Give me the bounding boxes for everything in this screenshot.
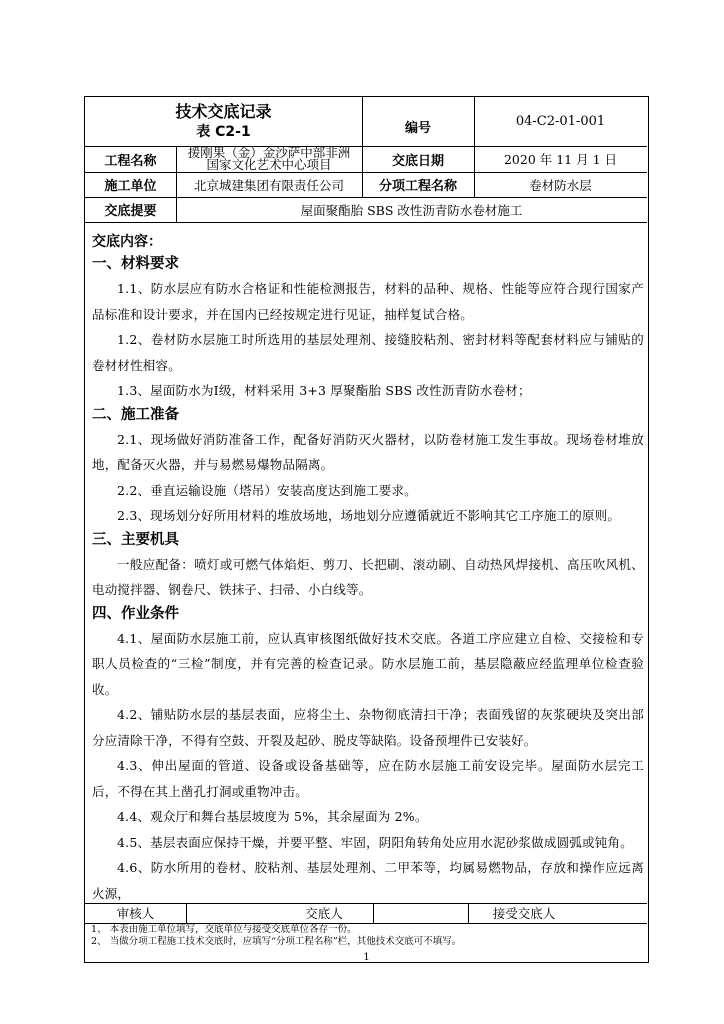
rule-summary-bottom	[85, 222, 647, 223]
code-value: 04-C2-01-001	[515, 114, 606, 129]
paragraph: 1.2、卷材防水层施工时所选用的基层处理剂、接缝胶粘剂、密封材料等配套材料应与铺贴的卷材材性相容。	[92, 332, 644, 373]
paragraph: 4.5、基层表面应保持干燥，并要平整、牢固，阴阳角转角处应用水泥砂浆做成圆弧或钝角。	[117, 834, 633, 850]
paragraph: 4.2、铺贴防水层的基层表面，应将尘土、杂物彻底清扫干净；表面残留的灰浆硬块及突出部分应清除干净，不得有空鼓、开裂及起砂、脱皮等缺陷。设备预埋件已安装好。	[92, 707, 644, 748]
form-title-cell	[85, 97, 362, 146]
presenter-label: 交底人	[305, 906, 343, 921]
summary-label: 交底提要	[104, 204, 157, 219]
subproject-value: 卷材防水层	[529, 177, 592, 193]
receiver-label: 接受交底人	[492, 906, 556, 921]
paragraph: 2.2、垂直运输设施（塔吊）安装高度达到施工要求。	[117, 482, 417, 498]
form-title: 技术交底记录	[175, 102, 272, 121]
unit-label: 施工单位	[104, 179, 157, 194]
rule-sig-1	[186, 903, 187, 923]
section-title-preparation: 二、施工准备	[92, 406, 179, 423]
footnote: 1、 本表由施工单位填写，交底单位与接受交底单位各存一份。	[91, 924, 357, 935]
paragraph: 4.1、屋面防水层施工前，应认真审核图纸做好技术交底。各道工序应建立自检、交接检和专职人员检查的“三检”制度，并有完善的检查记录。防水层施工前，基层隐蔽应经监理单位检查验收。	[92, 630, 644, 697]
reviewer-label: 审核人	[116, 906, 155, 921]
project-value-line2: 国家文化艺术中心项目	[206, 157, 332, 172]
date-value: 2020 年 11 月 1 日	[503, 152, 618, 167]
page-number: 1	[363, 952, 370, 963]
paragraph: 4.6、防水所用的卷材、胶粘剂、基层处理剂、二甲苯等，均属易燃物品，存放和操作应远离火源，	[92, 860, 644, 901]
rule-sig-2	[373, 903, 374, 923]
disclosure-content	[92, 232, 644, 906]
content-heading: 交底内容：	[92, 234, 162, 250]
code-label: 编号	[404, 121, 431, 136]
unit-value: 北京城建集团有限责任公司	[193, 177, 344, 193]
section-title-tools: 三、主要机具	[92, 531, 179, 548]
footnotes	[91, 924, 461, 948]
footnote: 2、 当做分项工程施工技术交底时，应填写“分项工程名称”栏，其他技术交底可不填写。	[91, 936, 462, 947]
table-number: 表 C2-1	[196, 124, 251, 140]
project-label: 工程名称	[104, 153, 157, 169]
paragraph: 4.3、伸出屋面的管道、设备或设备基础等，应在防水层施工前安设完毕。屋面防水层完工后，不得在其上凿孔打洞或重物冲击。	[92, 758, 644, 799]
subproject-label: 分项工程名称	[378, 179, 457, 194]
paragraph: 4.4、观众厅和舞台基层坡度为 5%，其余屋面为 2%。	[117, 809, 428, 824]
paragraph: 2.3、现场划分好所用材料的堆放场地，场地划分应遵循就近不影响其它工序施工的原则。	[117, 508, 621, 523]
paragraph: 一般应配备：喷灯或可燃气体焰炬、剪刀、长把刷、滚动刷、自动热风焊接机、高压吹风机、电动搅拌器、钢卷尺、铁抹子、扫帚、小白线等。	[92, 556, 644, 597]
disclosure-form	[84, 96, 649, 963]
project-value-cell	[176, 146, 362, 172]
paragraph: 2.1、现场做好消防准备工作，配备好消防灭火器材，以防卷材施工发生事故。现场卷材堆放地，配备灭火器，并与易燃易爆物品隔离。	[92, 431, 644, 472]
section-title-conditions: 四、作业条件	[92, 605, 179, 622]
summary-value: 屋面聚酯胎 SBS 改性沥青防水卷材施工	[300, 202, 523, 218]
paragraph: 1.3、屋面防水为Ⅰ级，材料采用 3+3 厚聚酯胎 SBS 改性沥青防水卷材；	[117, 383, 531, 398]
section-title-materials: 一、材料要求	[92, 256, 179, 272]
project-value-line1: 援刚果（金）金沙萨中部非洲	[187, 144, 351, 160]
paragraph: 1.1、防水层应有防水合格证和性能检测报告，材料的品种、规格、性能等应符合现行国家产品标准和设计要求，并在国内已经按规定进行见证，抽样复试合格。	[92, 281, 644, 322]
date-label: 交底日期	[391, 153, 444, 169]
